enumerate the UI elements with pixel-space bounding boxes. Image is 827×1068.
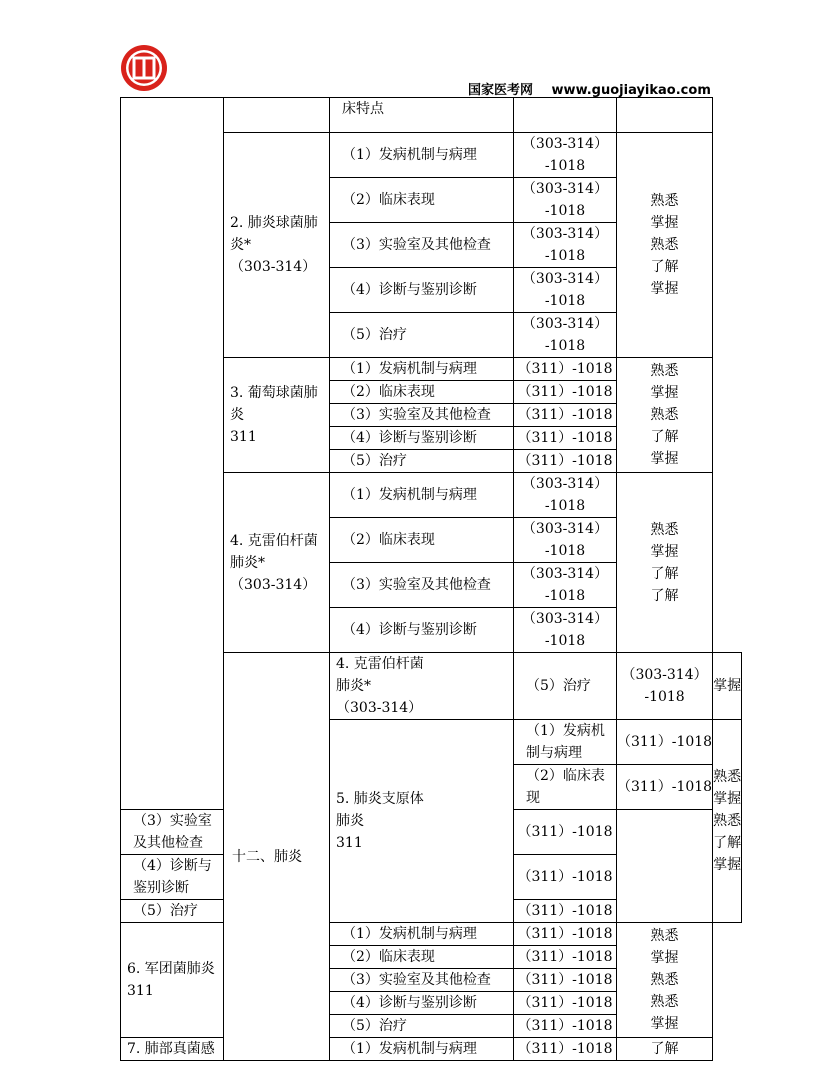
item-cell: 床特点: [330, 98, 514, 133]
level-cell: 了解: [617, 1038, 713, 1061]
topic-staphylococcal: 3. 葡萄球菌肺 炎 311: [224, 358, 330, 473]
item-cell: （3）实验室及其他检查: [330, 404, 514, 427]
topic-legionella: 6. 军团菌肺炎 311: [121, 923, 224, 1038]
syllabus-table: [120, 97, 742, 1061]
ref-cell: （303-314） -1018: [514, 178, 617, 223]
ref-cell: （311）-1018: [514, 381, 617, 404]
ref-cell: （311）-1018: [514, 855, 617, 900]
site-header: [468, 79, 711, 98]
item-cell: （5）治疗: [121, 900, 224, 923]
ref-cell: （311）-1018: [514, 1015, 617, 1038]
ref-cell: （303-314） -1018: [514, 518, 617, 563]
item-cell: （1）发病机制与病理: [330, 1038, 514, 1061]
item-cell: （1）发病机制与病理: [330, 358, 514, 381]
ref-cell: （303-314） -1018: [514, 268, 617, 313]
ref-cell: （311）-1018: [617, 720, 713, 765]
ref-cell: （311）-1018: [514, 427, 617, 450]
ref-cell: （311）-1018: [514, 992, 617, 1015]
item-cell: （3）实验室及其他检查: [330, 969, 514, 992]
item-cell: （5）治疗: [330, 313, 514, 358]
logo-icon: [120, 44, 168, 92]
item-cell: （2）临床表现: [330, 178, 514, 223]
topic-klebsiella-cont: 4. 克雷伯杆菌 肺炎* （303-314）: [330, 653, 514, 720]
item-cell: （3）实验室及其他检查: [330, 223, 514, 268]
site-url[interactable]: www.guojiayikao.com: [551, 83, 711, 98]
ref-cell: （311）-1018: [514, 404, 617, 427]
level-cell: 熟悉 掌握 熟悉 熟悉 掌握: [617, 923, 713, 1038]
level-cell: 熟悉 掌握 熟悉 了解 掌握: [617, 358, 713, 473]
ref-cell: （311）-1018: [514, 923, 617, 946]
item-cell: （5）治疗: [330, 450, 514, 473]
item-cell: （1）发病机制与病理: [330, 923, 514, 946]
ref-cell: （303-314） -1018: [514, 313, 617, 358]
topic-mycoplasma: 5. 肺炎支原体 肺炎 311: [330, 720, 514, 923]
item-cell: （4）诊断与鉴别诊断: [330, 427, 514, 450]
ref-cell: （311）-1018: [514, 1038, 617, 1061]
item-cell: （2）临床表现: [514, 765, 617, 810]
ref-cell: （303-314） -1018: [514, 133, 617, 178]
topic-fungal: 7. 肺部真菌感: [121, 1038, 224, 1061]
ref-cell: （311）-1018: [514, 900, 617, 923]
ref-cell: （311）-1018: [514, 969, 617, 992]
item-cell: （4）诊断与鉴别诊断: [330, 268, 514, 313]
ref-cell: （303-314） -1018: [514, 608, 617, 653]
item-cell: （1）发病机制与病理: [330, 133, 514, 178]
item-cell: （5）治疗: [514, 653, 617, 720]
item-cell: （3）实验室及其他检查: [121, 810, 224, 855]
level-cell: 熟悉 掌握 熟悉 了解 掌握: [617, 133, 713, 358]
topic-klebsiella: 4. 克雷伯杆菌 肺炎* （303-314）: [224, 473, 330, 653]
ref-cell: （311）-1018: [514, 450, 617, 473]
item-cell: （1）发病机制与病理: [330, 473, 514, 518]
item-cell: （2）临床表现: [330, 946, 514, 969]
ref-cell: （303-314） -1018: [514, 473, 617, 518]
section-title: 十二、肺炎: [224, 653, 330, 1061]
level-cell: 熟悉 掌握 了解 了解: [617, 473, 713, 653]
site-name: 国家医考网: [468, 83, 534, 98]
ref-cell: （303-314） -1018: [617, 653, 713, 720]
item-cell: （1）发病机制与病理: [514, 720, 617, 765]
topic-pneumococcal: 2. 肺炎球菌肺 炎* （303-314）: [224, 133, 330, 358]
ref-cell: （311）-1018: [514, 358, 617, 381]
item-cell: （4）诊断与鉴别诊断: [330, 992, 514, 1015]
item-cell: （3）实验室及其他检查: [330, 563, 514, 608]
ref-cell: （303-314） -1018: [514, 563, 617, 608]
item-cell: （2）临床表现: [330, 381, 514, 404]
level-cell: 熟悉 掌握 熟悉 了解 掌握: [713, 720, 742, 923]
ref-cell: （303-314） -1018: [514, 223, 617, 268]
level-cell: 掌握: [713, 653, 742, 720]
ref-cell: （311）-1018: [514, 946, 617, 969]
section-cell-top: [121, 98, 224, 810]
item-cell: （2）临床表现: [330, 518, 514, 563]
item-cell: （5）治疗: [330, 1015, 514, 1038]
item-cell: （4）诊断与鉴别诊断: [330, 608, 514, 653]
item-cell: （4）诊断与鉴别诊断: [121, 855, 224, 900]
ref-cell: （311）-1018: [514, 810, 617, 855]
ref-cell: （311）-1018: [617, 765, 713, 810]
